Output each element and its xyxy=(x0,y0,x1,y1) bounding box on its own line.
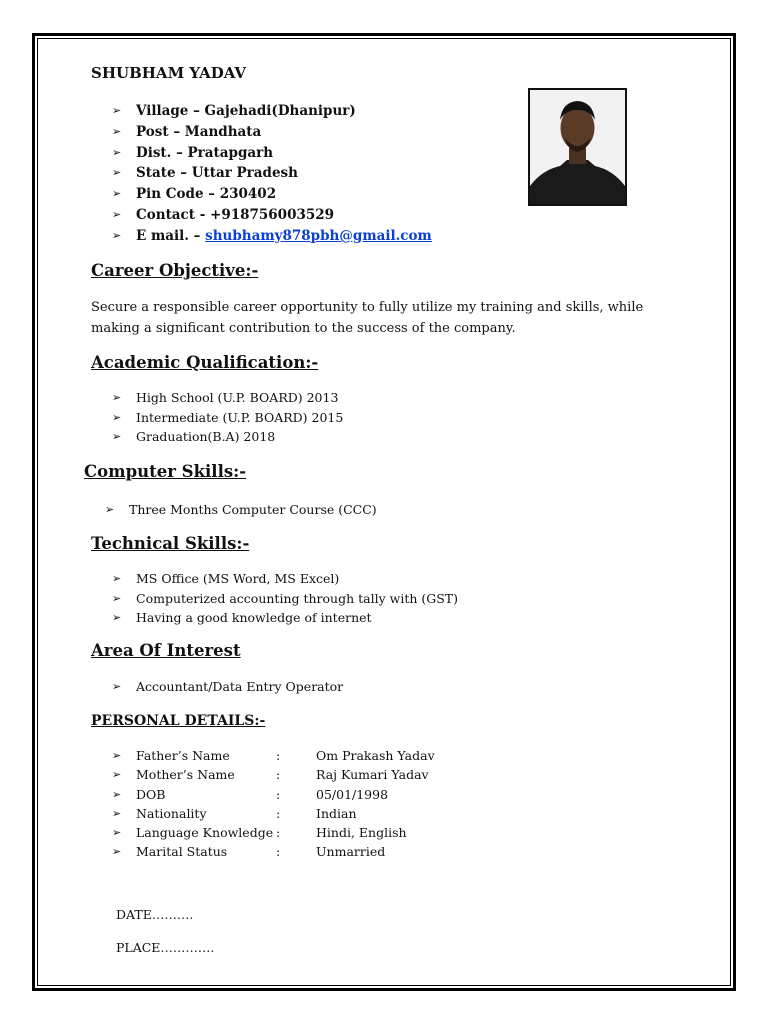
arrow-bullet-icon: ➢ xyxy=(112,391,122,404)
arrow-bullet-icon: ➢ xyxy=(112,430,122,443)
contact-post: ➢ Post – Mandhata xyxy=(112,122,432,143)
list-item: ➢ Three Months Computer Course (CCC) xyxy=(105,500,377,520)
personal-row-father-name: ➢ Father’s Name : Om Prakash Yadav xyxy=(112,746,435,765)
contact-details xyxy=(112,101,432,247)
technical-skills-list xyxy=(112,569,458,628)
place-field: PLACE…………. xyxy=(116,940,215,955)
academic-qualification-heading: Academic Qualification:- xyxy=(91,353,319,372)
list-item: ➢ MS Office (MS Word, MS Excel) xyxy=(112,569,458,589)
email-link[interactable]: shubhamy878pbh@gmail.com xyxy=(205,227,432,244)
technical-skills-heading: Technical Skills:- xyxy=(91,534,250,553)
arrow-bullet-icon: ➢ xyxy=(112,611,122,624)
list-item: ➢ Computerized accounting through tally with (GST) xyxy=(112,589,458,609)
contact-state: ➢ State – Uttar Pradesh xyxy=(112,163,432,184)
career-objective-text: Secure a responsible career opportunity to fully utilize my training and skills, while making a significant contribution to the success of the company. xyxy=(91,300,644,336)
arrow-bullet-icon: ➢ xyxy=(112,187,122,201)
arrow-bullet-icon: ➢ xyxy=(112,166,122,180)
personal-details-list xyxy=(112,746,435,862)
computer-skills-list xyxy=(105,500,377,520)
personal-details-heading: PERSONAL DETAILS:- xyxy=(91,713,266,729)
personal-row-language: ➢ Language Knowledge : Hindi, English xyxy=(112,823,435,842)
personal-row-nationality: ➢ Nationality : Indian xyxy=(112,804,435,823)
arrow-bullet-icon: ➢ xyxy=(112,207,122,221)
list-item: ➢ Having a good knowledge of internet xyxy=(112,608,458,628)
arrow-bullet-icon: ➢ xyxy=(112,572,122,585)
contact-village: ➢ Village – Gajehadi(Dhanipur) xyxy=(112,101,432,122)
list-item: ➢ Accountant/Data Entry Operator xyxy=(112,677,343,697)
arrow-bullet-icon: ➢ xyxy=(112,410,122,424)
career-objective-heading: Career Objective:- xyxy=(91,261,259,280)
arrow-bullet-icon: ➢ xyxy=(105,503,115,516)
arrow-bullet-icon: ➢ xyxy=(112,228,122,242)
contact-district: ➢ Dist. – Pratapgarh xyxy=(112,143,432,164)
personal-row-dob: ➢ DOB : 05/01/1998 xyxy=(112,785,435,804)
arrow-bullet-icon: ➢ xyxy=(112,145,122,159)
arrow-bullet-icon: ➢ xyxy=(112,826,122,840)
personal-row-marital-status: ➢ Marital Status : Unmarried xyxy=(112,842,435,861)
contact-phone: ➢ Contact - +918756003529 xyxy=(112,205,432,226)
arrow-bullet-icon: ➢ xyxy=(112,806,122,820)
arrow-bullet-icon: ➢ xyxy=(112,749,122,762)
personal-row-mother-name: ➢ Mother’s Name : Raj Kumari Yadav xyxy=(112,765,435,784)
contact-pin-code: ➢ Pin Code – 230402 xyxy=(112,184,432,205)
list-item: ➢ High School (U.P. BOARD) 2013 xyxy=(112,388,343,408)
person-silhouette-icon xyxy=(530,90,625,204)
arrow-bullet-icon: ➢ xyxy=(112,124,122,138)
arrow-bullet-icon: ➢ xyxy=(112,768,122,782)
arrow-bullet-icon: ➢ xyxy=(112,680,122,693)
area-of-interest-heading: Area Of Interest xyxy=(91,641,241,660)
computer-skills-heading: Computer Skills:- xyxy=(84,462,247,481)
academic-qualification-list xyxy=(112,388,343,447)
arrow-bullet-icon: ➢ xyxy=(112,104,122,117)
arrow-bullet-icon: ➢ xyxy=(112,591,122,605)
date-field: DATE………. xyxy=(116,907,194,922)
contact-email: ➢ E mail. – shubhamy878pbh@gmail.com xyxy=(112,226,432,247)
profile-photo xyxy=(528,88,627,206)
area-of-interest-list xyxy=(112,677,343,697)
arrow-bullet-icon: ➢ xyxy=(112,845,122,859)
arrow-bullet-icon: ➢ xyxy=(112,787,122,801)
applicant-name: SHUBHAM YADAV xyxy=(91,64,246,82)
list-item: ➢ Graduation(B.A) 2018 xyxy=(112,427,343,447)
list-item: ➢ Intermediate (U.P. BOARD) 2015 xyxy=(112,408,343,428)
